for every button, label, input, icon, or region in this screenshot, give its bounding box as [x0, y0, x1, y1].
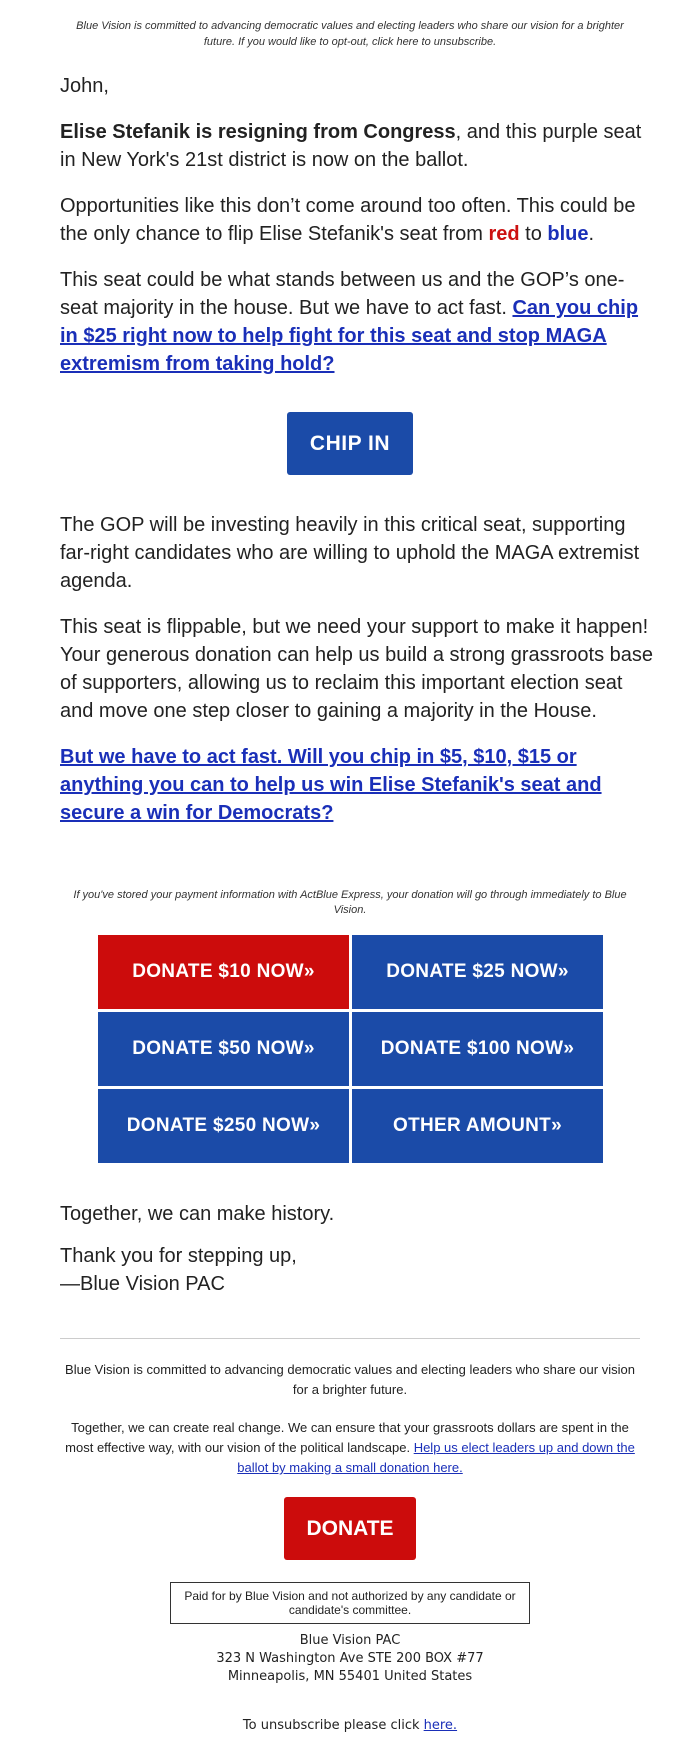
- chip-in-button[interactable]: CHIP IN: [287, 412, 413, 475]
- paid-for-disclaimer: Paid for by Blue Vision and not authorized by any candidate or candidate's committee.: [170, 1582, 530, 1624]
- closing-history: Together, we can make history.: [60, 1203, 335, 1225]
- greeting: John,: [60, 75, 109, 97]
- closing-section: [60, 1200, 640, 1312]
- act-fast-link[interactable]: But we have to act fast. Will you chip in $5, $10, $15 or anything you can to help us win Elise Stefanik's seat and secure a win for Democrats?: [60, 746, 602, 824]
- donate-50-button[interactable]: DONATE $50 NOW»: [98, 1012, 349, 1086]
- paragraph-opportunity: [60, 192, 645, 248]
- donate-10-button[interactable]: DONATE $10 NOW»: [98, 935, 349, 1009]
- donate-button-grid: [98, 935, 603, 1163]
- signature: —Blue Vision PAC: [60, 1273, 225, 1295]
- paragraph-gop-investing: The GOP will be investing heavily in this critical seat, supporting far-right candidates who are willing to uphold the MAGA extremist agenda.: [60, 514, 640, 592]
- closing-thanks: [60, 1242, 640, 1298]
- email-body-middle: [60, 511, 660, 845]
- donate-100-button[interactable]: DONATE $100 NOW»: [352, 1012, 603, 1086]
- blue-word: blue: [547, 223, 589, 245]
- paragraph-act-fast: [60, 743, 660, 827]
- opportunity-middle: to: [519, 223, 548, 245]
- address-line-1: 323 N Washington Ave STE 200 BOX #77: [216, 1651, 484, 1666]
- unsubscribe-text: To unsubscribe please click: [242, 1718, 424, 1733]
- opportunity-after: .: [588, 223, 595, 245]
- actblue-express-note: If you've stored your payment information with ActBlue Express, your donation will go through immediately to Blue Vision.: [73, 889, 627, 916]
- chip-in-25-link[interactable]: Can you chip in $25 right now to help fight for this seat and stop MAGA extremism from taking hold?: [60, 297, 639, 375]
- footer-donate-wrap: [0, 1497, 700, 1560]
- address-line-2: Minneapolis, MN 55401 United States: [227, 1669, 473, 1684]
- paragraph-flippable: This seat is flippable, but we need your support to make it happen! Your generous donation can help us build a strong grassroots base of supporters, allowing us to reclaim this important election seat and move one step closer to gaining a majority in the House.: [60, 616, 653, 722]
- unsubscribe-link[interactable]: here.: [423, 1718, 458, 1733]
- org-address: [150, 1632, 550, 1686]
- donate-250-button[interactable]: DONATE $250 NOW»: [98, 1089, 349, 1163]
- red-word: red: [488, 223, 520, 245]
- footer-divider: [60, 1338, 640, 1339]
- chip-in-button-wrap: [0, 412, 700, 475]
- resigning-bold: Elise Stefanik is resigning from Congress: [60, 121, 456, 143]
- email-body-top: [60, 72, 645, 396]
- footer-together-text: Together, we can create real change. We can ensure that your grassroots dollars are spent in the most effective way, with our vision of the political landscape.: [65, 1420, 629, 1455]
- footer-donate-button[interactable]: DONATE: [284, 1497, 416, 1560]
- footer-text: [60, 1360, 640, 1496]
- resigning-rest: , and this purple seat in New York's 21st district is now on the ballot.: [60, 121, 642, 171]
- thanks-line: Thank you for stepping up,: [60, 1245, 297, 1267]
- paragraph-resigning: [60, 118, 645, 174]
- donate-25-button[interactable]: DONATE $25 NOW»: [352, 935, 603, 1009]
- footer-donation-link[interactable]: Help us elect leaders up and down the ballot by making a small donation here.: [237, 1440, 635, 1475]
- preheader-text: Blue Vision is committed to advancing democratic values and electing leaders who share our vision for a brighter future. If you would like to opt-out, click here to unsubscribe.: [76, 20, 624, 48]
- opportunity-before: Opportunities like this don’t come around too often. This could be the only chance to flip Elise Stefanik's seat from: [60, 195, 636, 245]
- paragraph-majority: [60, 266, 645, 378]
- unsubscribe-line: [150, 1717, 550, 1735]
- majority-text: This seat could be what stands between us and the GOP’s one-seat majority in the house. But we have to act fast.: [60, 269, 625, 319]
- other-amount-button[interactable]: OTHER AMOUNT»: [352, 1089, 603, 1163]
- org-name: Blue Vision PAC: [299, 1633, 401, 1648]
- footer-mission: Blue Vision is committed to advancing democratic values and electing leaders who share our vision for a brighter future.: [65, 1362, 635, 1397]
- footer-together: [60, 1418, 640, 1478]
